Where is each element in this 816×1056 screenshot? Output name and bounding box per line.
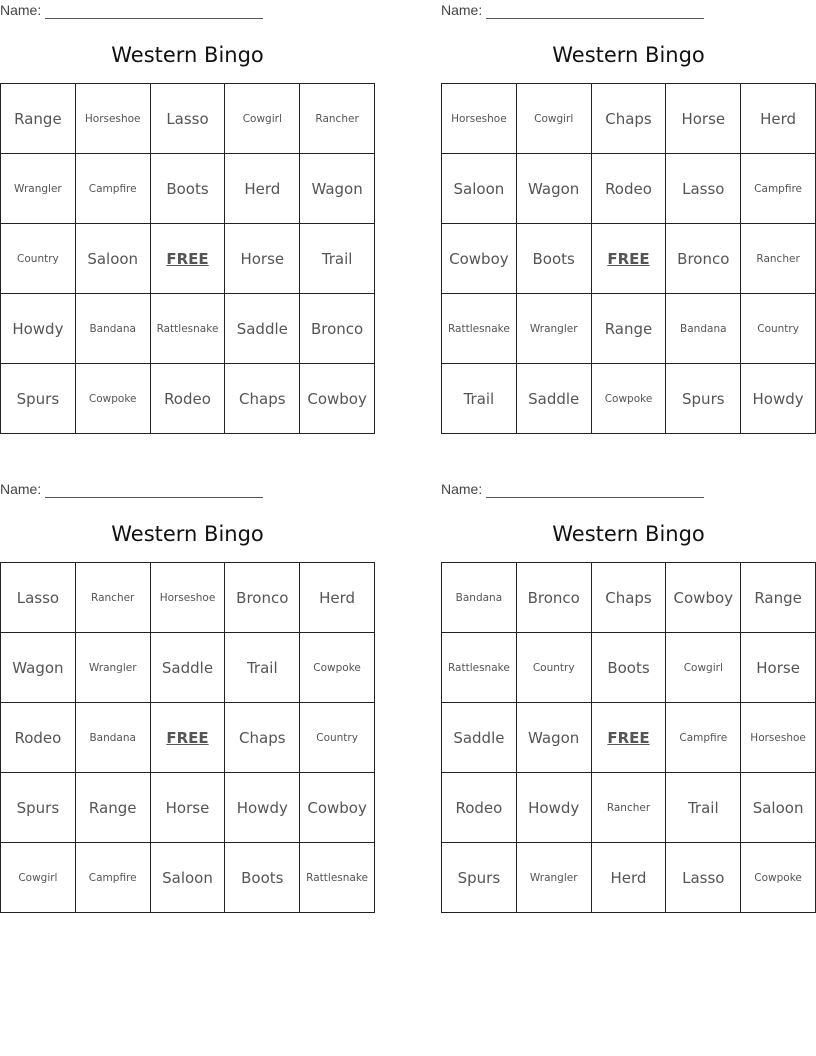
bingo-cell: Herd bbox=[225, 154, 300, 224]
bingo-cell: Howdy bbox=[741, 364, 816, 434]
bingo-cell: Cowboy bbox=[666, 563, 741, 633]
bingo-cell: Herd bbox=[741, 84, 816, 154]
bingo-grid bbox=[441, 83, 816, 434]
name-blank-line bbox=[486, 483, 704, 498]
bingo-cell: Rodeo bbox=[151, 364, 226, 434]
bingo-cell: Range bbox=[741, 563, 816, 633]
bingo-cell: Boots bbox=[592, 633, 667, 703]
bingo-cell: Cowgirl bbox=[517, 84, 592, 154]
bingo-cell: Rattlesnake bbox=[442, 294, 517, 364]
bingo-cell: Cowboy bbox=[442, 224, 517, 294]
name-label: Name: bbox=[441, 2, 483, 18]
bingo-cell: Rancher bbox=[592, 773, 667, 843]
bingo-cell: Rancher bbox=[741, 224, 816, 294]
bingo-cell: Horse bbox=[666, 84, 741, 154]
bingo-cell: Campfire bbox=[76, 843, 151, 913]
bingo-cell: Horse bbox=[151, 773, 226, 843]
bingo-cell: Range bbox=[1, 84, 76, 154]
bingo-cell: Chaps bbox=[225, 703, 300, 773]
bingo-cell: Trail bbox=[300, 224, 375, 294]
bingo-card-4 bbox=[441, 479, 816, 913]
free-space-cell: FREE bbox=[151, 224, 226, 294]
bingo-cell: Chaps bbox=[592, 563, 667, 633]
name-blank-line bbox=[486, 4, 704, 19]
bingo-cell: Saloon bbox=[76, 224, 151, 294]
bingo-cell: Rattlesnake bbox=[151, 294, 226, 364]
bingo-cell: Spurs bbox=[442, 843, 517, 913]
bingo-cell: Horse bbox=[741, 633, 816, 703]
bingo-cell: Lasso bbox=[151, 84, 226, 154]
bingo-cell: Rodeo bbox=[442, 773, 517, 843]
bingo-cell: Campfire bbox=[741, 154, 816, 224]
bingo-cell: Herd bbox=[592, 843, 667, 913]
bingo-cell: Lasso bbox=[666, 154, 741, 224]
bingo-cell: Boots bbox=[225, 843, 300, 913]
bingo-cell: Rodeo bbox=[592, 154, 667, 224]
name-label: Name: bbox=[0, 2, 42, 18]
name-blank-line bbox=[45, 483, 263, 498]
bingo-cell: Wrangler bbox=[1, 154, 76, 224]
bingo-cell: Cowgirl bbox=[225, 84, 300, 154]
bingo-cell: Horse bbox=[225, 224, 300, 294]
bingo-cell: Chaps bbox=[592, 84, 667, 154]
bingo-cell: Bandana bbox=[76, 703, 151, 773]
bingo-cell: Country bbox=[1, 224, 76, 294]
bingo-cell: Wagon bbox=[300, 154, 375, 224]
bingo-card-1 bbox=[0, 0, 376, 434]
name-field-row bbox=[0, 0, 376, 20]
bingo-cell: Wrangler bbox=[517, 843, 592, 913]
bingo-cell: Saloon bbox=[442, 154, 517, 224]
card-title: Western Bingo bbox=[552, 43, 705, 67]
bingo-cell: Cowgirl bbox=[1, 843, 76, 913]
bingo-cell: Spurs bbox=[666, 364, 741, 434]
bingo-cell: Boots bbox=[151, 154, 226, 224]
bingo-grid bbox=[441, 562, 816, 913]
bingo-cell: Rancher bbox=[76, 563, 151, 633]
bingo-cell: Rancher bbox=[300, 84, 375, 154]
name-field-row bbox=[441, 479, 816, 499]
bingo-cell: Trail bbox=[225, 633, 300, 703]
bingo-cell: Bronco bbox=[225, 563, 300, 633]
bingo-cell: Herd bbox=[300, 563, 375, 633]
bingo-cell: Cowpoke bbox=[741, 843, 816, 913]
bingo-cell: Horseshoe bbox=[151, 563, 226, 633]
name-label: Name: bbox=[0, 481, 42, 497]
bingo-cell: Horseshoe bbox=[76, 84, 151, 154]
free-space-cell: FREE bbox=[592, 224, 667, 294]
free-space-cell: FREE bbox=[151, 703, 226, 773]
bingo-cell: Campfire bbox=[76, 154, 151, 224]
bingo-cell: Cowpoke bbox=[592, 364, 667, 434]
bingo-cell: Rattlesnake bbox=[442, 633, 517, 703]
bingo-cell: Bronco bbox=[666, 224, 741, 294]
bingo-cell: Campfire bbox=[666, 703, 741, 773]
bingo-cell: Trail bbox=[666, 773, 741, 843]
name-field-row bbox=[441, 0, 816, 20]
bingo-cell: Bronco bbox=[517, 563, 592, 633]
bingo-cell: Saddle bbox=[225, 294, 300, 364]
name-blank-line bbox=[45, 4, 263, 19]
bingo-cell: Range bbox=[76, 773, 151, 843]
card-title: Western Bingo bbox=[552, 522, 705, 546]
bingo-cell: Range bbox=[592, 294, 667, 364]
bingo-cell: Bronco bbox=[300, 294, 375, 364]
bingo-cell: Wagon bbox=[1, 633, 76, 703]
bingo-cell: Wagon bbox=[517, 154, 592, 224]
bingo-cell: Rodeo bbox=[1, 703, 76, 773]
free-space-cell: FREE bbox=[592, 703, 667, 773]
bingo-cell: Cowpoke bbox=[76, 364, 151, 434]
bingo-cell: Boots bbox=[517, 224, 592, 294]
bingo-cell: Saloon bbox=[151, 843, 226, 913]
bingo-cell: Horseshoe bbox=[741, 703, 816, 773]
bingo-cell: Wrangler bbox=[517, 294, 592, 364]
bingo-card-2 bbox=[441, 0, 816, 434]
bingo-cell: Spurs bbox=[1, 773, 76, 843]
bingo-cell: Country bbox=[517, 633, 592, 703]
bingo-cell: Howdy bbox=[517, 773, 592, 843]
bingo-cell: Chaps bbox=[225, 364, 300, 434]
bingo-cell: Horseshoe bbox=[442, 84, 517, 154]
bingo-cell: Country bbox=[300, 703, 375, 773]
bingo-cell: Wagon bbox=[517, 703, 592, 773]
bingo-cell: Saddle bbox=[517, 364, 592, 434]
bingo-cell: Bandana bbox=[666, 294, 741, 364]
bingo-cell: Howdy bbox=[225, 773, 300, 843]
bingo-cell: Bandana bbox=[442, 563, 517, 633]
bingo-cell: Howdy bbox=[1, 294, 76, 364]
bingo-cell: Rattlesnake bbox=[300, 843, 375, 913]
bingo-cell: Trail bbox=[442, 364, 517, 434]
bingo-cell: Cowboy bbox=[300, 364, 375, 434]
bingo-grid bbox=[0, 83, 375, 434]
card-title: Western Bingo bbox=[111, 43, 264, 67]
bingo-card-3 bbox=[0, 479, 376, 913]
name-field-row bbox=[0, 479, 376, 499]
bingo-cell: Wrangler bbox=[76, 633, 151, 703]
bingo-cell: Saddle bbox=[151, 633, 226, 703]
bingo-cell: Saloon bbox=[741, 773, 816, 843]
bingo-cell: Cowboy bbox=[300, 773, 375, 843]
bingo-cell: Saddle bbox=[442, 703, 517, 773]
bingo-cell: Bandana bbox=[76, 294, 151, 364]
name-label: Name: bbox=[441, 481, 483, 497]
card-title: Western Bingo bbox=[111, 522, 264, 546]
bingo-cell: Cowpoke bbox=[300, 633, 375, 703]
bingo-grid bbox=[0, 562, 375, 913]
bingo-cell: Lasso bbox=[666, 843, 741, 913]
bingo-cell: Lasso bbox=[1, 563, 76, 633]
bingo-cell: Spurs bbox=[1, 364, 76, 434]
bingo-cell: Cowgirl bbox=[666, 633, 741, 703]
bingo-cell: Country bbox=[741, 294, 816, 364]
